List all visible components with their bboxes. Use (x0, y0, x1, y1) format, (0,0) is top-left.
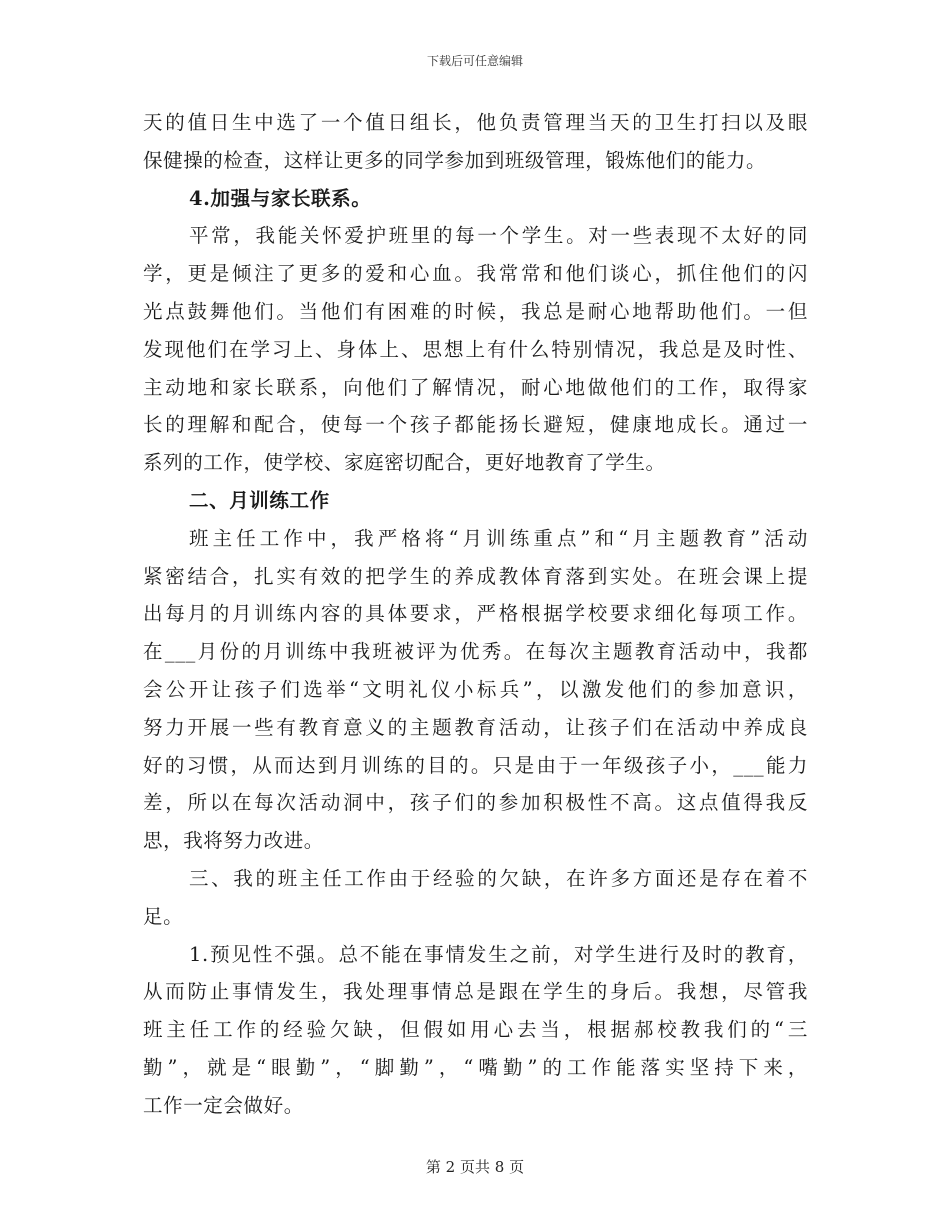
text-line: 从而防止事情发生，我处理事情总是跟在学生的身后。我想，尽管我 (143, 980, 808, 1004)
text-line: 勤”，就是“眼勤”，“脚勤”，“嘴勤”的工作能落实坚持下来， (143, 1055, 808, 1079)
text-line: 足。 (143, 904, 184, 928)
page-number: 第 2 页共 8 页 (425, 1158, 525, 1176)
text-line: 主动地和家长联系，向他们了解情况，耐心地做他们的工作，取得家 (143, 375, 808, 399)
text-line: 会公开让孩子们选举“文明礼仪小标兵”，以激发他们的参加意识， (143, 677, 808, 701)
text-line: 班主任工作的经验欠缺，但假如用心去当，根据郝校教我们的“三 (143, 1018, 808, 1042)
text-line: 系列的工作，使学校、家庭密切配合，更好地教育了学生。 (143, 451, 666, 475)
text-line: 思，我将努力改进。 (143, 829, 324, 853)
text-line: 学，更是倾注了更多的爱和心血。我常常和他们谈心，抓住他们的闪 (143, 262, 808, 286)
text-line: 紧密结合，扎实有效的把学生的养成教体育落到实处。在班会课上提 (143, 564, 808, 588)
text-line: 发现他们在学习上、身体上、思想上有什么特别情况，我总是及时性、 (143, 337, 808, 361)
text-line: 三、我的班主任工作由于经验的欠缺，在许多方面还是存在着不 (189, 866, 808, 890)
text-line: 出每月的月训练内容的具体要求，严格根据学校要求细化每项工作。 (143, 602, 808, 626)
text-line: 平常，我能关怀爱护班里的每一个学生。对一些表现不太好的同 (189, 224, 808, 248)
text-line: 差，所以在每次活动洞中，孩子们的参加积极性不高。这点值得我反 (143, 791, 808, 815)
text-line: 好的习惯，从而达到月训练的目的。只是由于一年级孩子小，___能力 (143, 753, 808, 777)
text-line: 天的值日生中选了一个值日组长，他负责管理当天的卫生打扫以及眼 (143, 111, 808, 134)
text-line: 班主任工作中，我严格将“月训练重点”和“月主题教育”活动 (189, 526, 808, 550)
text-line: 保健操的检查，这样让更多的同学参加到班级管理，锻炼他们的能力。 (143, 148, 767, 172)
text-line: 努力开展一些有教育意义的主题教育活动，让孩子们在活动中养成良 (143, 715, 808, 739)
text-line: 工作一定会做好。 (143, 1093, 304, 1117)
text-line: 长的理解和配合，使每一个孩子都能扬长避短，健康地成长。通过一 (143, 413, 808, 437)
text-line: 在___月份的月训练中我班被评为优秀。在每次主题教育活动中，我都 (143, 640, 808, 664)
document-body (143, 104, 808, 1125)
page-header-note: 下载后可任意编辑 (426, 54, 523, 68)
section-heading: 二、月训练工作 (189, 488, 330, 512)
section-heading: 4.加强与家长联系。 (189, 186, 372, 210)
text-line: 光点鼓舞他们。当他们有困难的时候，我总是耐心地帮助他们。一但 (143, 299, 808, 323)
text-line: 1.预见性不强。总不能在事情发生之前，对学生进行及时的教育， (189, 942, 808, 966)
